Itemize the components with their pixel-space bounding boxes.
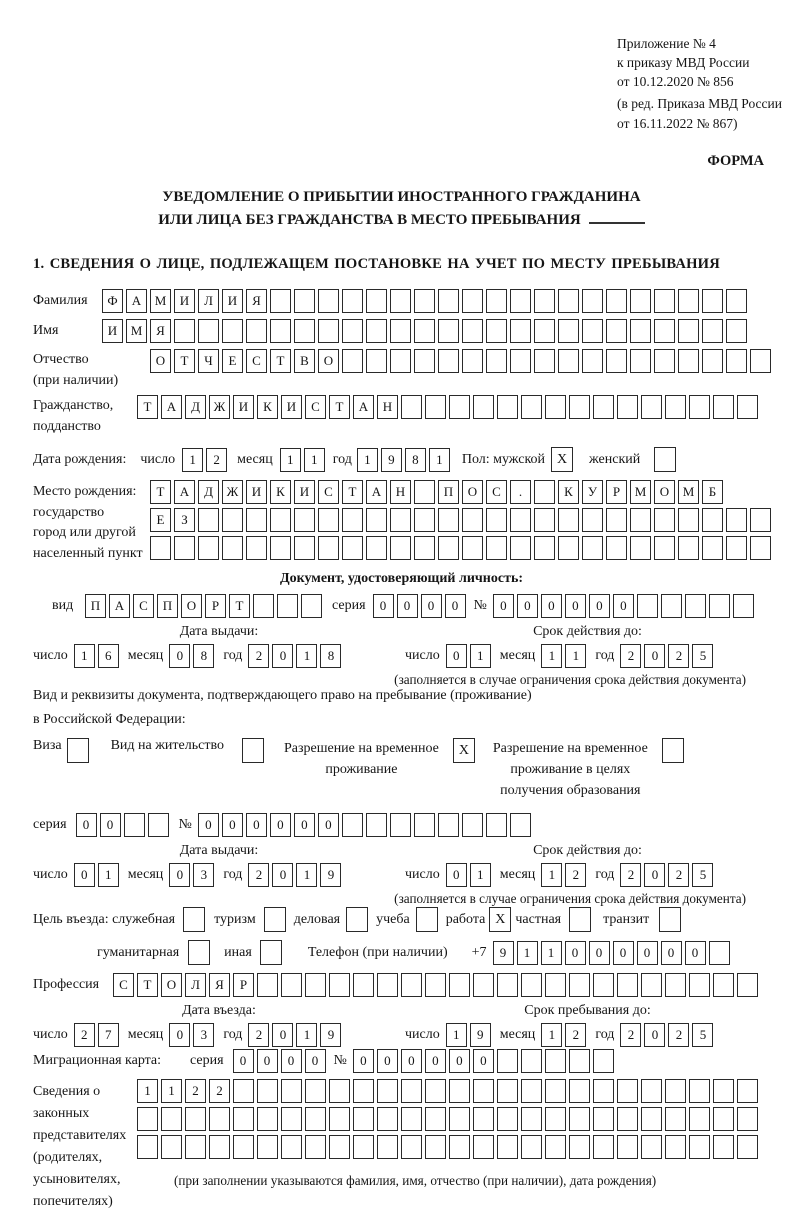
valid-until-heading: Срок действия до: [533,843,642,859]
patronymic-label [33,349,150,391]
birth-month-field[interactable]: 1 1 [280,448,325,472]
permit-issue-month-field[interactable]: 0 3 [169,863,214,887]
patronymic-field[interactable]: О Т Ч Е С Т В О [150,349,771,373]
month-label: месяц [499,867,536,883]
purpose-private-checkbox[interactable] [569,907,591,932]
permit-valid-year-field[interactable]: 2 0 2 5 [620,863,713,887]
birth-year-label: год [332,451,352,467]
purpose-private-label: частная [515,911,562,927]
day-label: число [33,1027,68,1043]
birth-year-field[interactable]: 1 9 8 1 [357,448,450,472]
permit-issue-date [33,863,405,887]
appendix-line: к приказу МВД России [617,55,750,71]
month-label: месяц [499,648,536,664]
temp-permit-label [284,738,439,780]
valid-until-heading: Срок действия до: [533,624,642,640]
migration-card-label: Миграционная карта: [33,1053,162,1069]
year-label: год [223,648,243,664]
guardians-cell-rows [137,1079,758,1159]
section1-heading: 1. СВЕДЕНИЯ О ЛИЦЕ, ПОДЛЕЖАЩЕМ ПОСТАНОВКЕ НА УЧЕТ ПО МЕСТУ ПРЕБЫВАНИЯ [33,256,720,273]
guardians-label-line3: представителях [33,1128,127,1144]
purpose-work-checkbox[interactable]: X [489,907,511,932]
iddoc-valid-date [405,644,770,668]
phone-label: Телефон (при наличии) [307,944,448,960]
day-label: число [405,648,440,664]
patronymic-label-line2: (при наличии) [33,373,119,389]
name-row [33,319,770,343]
temp-permit-label-line1: Разрешение на временное [283,741,439,757]
validity-note: (заполняется в случае ограничения срока действия документа) [394,672,746,688]
form-title-line2 [33,209,770,232]
purpose-transit-label: транзит [603,911,650,927]
mig-number-field[interactable]: 0 0 0 0 0 0 [353,1049,614,1073]
purpose-humanitarian-label: гуманитарная [97,944,180,960]
birth-month-label: месяц [237,451,273,467]
mig-number-label: № [333,1053,347,1069]
guardians-label [33,1079,137,1213]
phone-prefix: +7 [471,944,487,960]
doc-series-field[interactable]: 0 0 0 0 [373,594,466,618]
birthplace-label-line1: Место рождения: [33,484,137,500]
migration-card-row [33,1049,770,1073]
birthplace-row1-field[interactable]: Т А Д Ж И К И С Т А Н П О С . К У Р М О М Б [150,480,771,504]
temp-permit-edu-checkbox[interactable] [662,738,684,763]
permit-valid-month-field[interactable]: 1 2 [541,863,586,887]
year-label: год [595,648,615,664]
iddoc-valid-col [405,624,770,668]
appendix-line: от 16.11.2022 № 867) [617,115,738,131]
stay-until-col [405,1003,770,1047]
residence-permit-checkbox[interactable] [242,738,264,763]
profession-field[interactable]: С Т О Л Я Р [113,973,758,997]
appendix-line: от 10.12.2020 № 856 [617,74,734,90]
permit-issue-col [33,843,405,887]
purpose-official-label: Цель въезда: служебная [33,911,176,927]
form-title-line2-text: ИЛИ ЛИЦА БЕЗ ГРАЖДАНСТВА В МЕСТО ПРЕБЫВАНИЯ [158,212,581,229]
birth-day-label: число [140,451,176,467]
purpose-study-label: учеба [376,911,410,927]
entry-date-heading: Дата въезда: [182,1003,256,1019]
permit-number-field[interactable]: 0 0 0 0 0 0 [198,813,531,837]
guardians-label-line2: законных [33,1106,90,1122]
temp-permit-checkbox[interactable]: X [453,738,475,763]
year-label: год [595,1027,615,1043]
entry-year-field[interactable]: 2 0 1 9 [248,1023,341,1047]
citizenship-label [33,395,137,437]
doc-series-label: серия [332,598,366,614]
mig-series-field[interactable]: 0 0 0 0 [233,1049,326,1073]
doc-number-field[interactable]: 0 0 0 0 0 0 [493,594,754,618]
permit-valid-day-field[interactable]: 0 1 [446,863,491,887]
guardians-row2-field[interactable] [137,1107,758,1131]
appendix-reference [617,34,800,133]
name-label: Имя [33,323,59,339]
iddoc-heading: Документ, удостоверяющий личность: [279,571,524,587]
permit-doc-line2: в Российской Федерации: [33,712,186,728]
guardians-label-line1: Сведения о [33,1084,101,1100]
appendix-line: (в ред. Приказа МВД России [617,96,782,112]
entry-dates-block [33,1003,770,1047]
year-label: год [223,867,243,883]
sex-male-label: Пол: мужской [461,451,546,467]
guardians-row3-field[interactable] [137,1135,758,1159]
iddoc-issue-col [33,624,405,668]
stay-month-field[interactable]: 1 2 [541,1023,586,1047]
permit-series-label: серия [33,817,67,833]
birthdate-label: Дата рождения: [33,451,127,467]
birth-day-field[interactable]: 1 2 [182,448,227,472]
iddoc-valid-year-field[interactable]: 2 0 2 5 [620,644,713,668]
month-label: месяц [127,1027,164,1043]
iddoc-dates-block [33,624,770,668]
visa-checkbox[interactable] [67,738,89,763]
purpose-transit-checkbox[interactable] [659,907,681,932]
guardians-label-line6: попечителях) [33,1194,113,1210]
permit-series-field[interactable]: 0 0 [76,813,169,837]
citizenship-row [33,395,770,437]
iddoc-issue-day-field[interactable]: 1 6 [74,644,119,668]
residence-permit-label: Вид на жительство [110,738,224,754]
issue-date-heading: Дата выдачи: [179,843,259,859]
day-label: число [33,867,68,883]
purpose-row [33,907,770,932]
stay-day-field[interactable]: 1 9 [446,1023,491,1047]
iddoc-valid-day-field[interactable]: 0 1 [446,644,491,668]
guardians-note: (при заполнении указываются фамилия, имя, отчество (при наличии), дата рождения) [174,1173,657,1189]
issue-date-heading: Дата выдачи: [179,624,259,640]
surname-label: Фамилия [33,293,88,309]
birthplace-row3-field[interactable] [150,536,771,560]
entry-month-field[interactable]: 0 3 [169,1023,214,1047]
profession-label: Профессия [33,977,100,993]
permit-dates-block [33,843,770,887]
purpose-other-label: иная [224,944,252,960]
month-label: месяц [127,867,164,883]
form-title-line1: УВЕДОМЛЕНИЕ О ПРИБЫТИИ ИНОСТРАННОГО ГРАЖДАНИНА [162,188,641,205]
year-label: год [595,867,615,883]
form-title [33,186,770,233]
birthdate-row [33,447,770,472]
month-label: месяц [499,1027,536,1043]
sex-male-checkbox[interactable]: X [551,447,573,472]
permit-valid-date [405,863,770,887]
citizenship-field[interactable]: Т А Д Ж И К И С Т А Н [137,395,758,419]
birthplace-block [33,480,770,564]
purpose-study-checkbox[interactable] [416,907,438,932]
sex-female-label: женский [589,451,641,467]
permit-issue-day-field[interactable]: 0 1 [74,863,119,887]
purpose-business-checkbox[interactable] [346,907,368,932]
guardians-fields [137,1079,758,1189]
title-blank-underline [589,222,645,224]
birthplace-label-line4: населенный пункт [33,545,143,561]
day-label: число [405,867,440,883]
birthplace-fields [150,480,771,560]
purpose-tourism-label: туризм [214,911,256,927]
purpose-other-checkbox[interactable] [260,940,282,965]
permit-type-row [33,738,770,801]
appendix-line: Приложение № 4 [617,36,716,51]
permit-issue-year-field[interactable]: 2 0 1 9 [248,863,341,887]
birthplace-label-line3: город или другой [33,525,136,541]
doc-type-field[interactable]: П А С П О Р Т [85,594,322,618]
mig-series-label: серия [190,1053,224,1069]
permit-number-label: № [178,817,192,833]
patronymic-label-line1: Отчество [33,352,89,368]
surname-row [33,289,770,313]
validity-note: (заполняется в случае ограничения срока действия документа) [394,891,746,907]
purpose-row2 [33,940,770,965]
purpose-tourism-checkbox[interactable] [264,907,286,932]
surname-field[interactable]: Ф А М И Л И Я [102,289,747,313]
temp-permit-edu-label-line3: получения образования [500,783,641,799]
permit-doc-line1: Вид и реквизиты документа, подтверждающего право на пребывание (проживание) [33,688,532,704]
phone-field[interactable]: 9 1 1 0 0 0 0 0 0 [493,941,730,965]
citizenship-label-line1: Гражданство, [33,398,114,414]
temp-permit-edu-label [493,738,648,801]
permit-valid-col [405,843,770,887]
sex-female-checkbox[interactable] [654,447,676,472]
entry-day-field[interactable]: 2 7 [74,1023,119,1047]
doc-number-label: № [473,598,487,614]
temp-permit-edu-label-line2: проживание в целях [510,762,631,778]
stay-year-field[interactable]: 2 0 2 5 [620,1023,713,1047]
doc-type-label: вид [52,598,74,614]
profession-row [33,973,770,997]
iddoc-valid-month-field[interactable]: 1 1 [541,644,586,668]
iddoc-issue-year-field[interactable]: 2 0 1 8 [248,644,341,668]
birthplace-label [33,480,150,564]
birthplace-row2-field[interactable]: Е З [150,508,771,532]
iddoc-issue-date [33,644,405,668]
form-marker: ФОРМА [707,152,764,169]
birthplace-label-line2: государство [33,504,105,520]
visa-label: Виза [33,738,62,754]
purpose-humanitarian-checkbox[interactable] [188,940,210,965]
stay-until-heading: Срок пребывания до: [524,1003,651,1019]
year-label: год [223,1027,243,1043]
temp-permit-edu-label-line1: Разрешение на временное [492,741,648,757]
guardians-row1-field[interactable]: 1 1 2 2 [137,1079,758,1103]
guardians-block [33,1079,770,1213]
purpose-work-label: работа [445,911,486,927]
purpose-business-label: деловая [293,911,341,927]
iddoc-issue-month-field[interactable]: 0 8 [169,644,214,668]
permit-series-row [33,813,770,837]
entry-date-col [33,1003,405,1047]
citizenship-label-line2: подданство [33,419,101,435]
patronymic-row [33,349,770,391]
day-label: число [405,1027,440,1043]
purpose-official-checkbox[interactable] [183,907,205,932]
guardians-label-line4: (родителях, [33,1150,103,1166]
stay-until-date [405,1023,770,1047]
day-label: число [33,648,68,664]
guardians-label-line5: усыновителях, [33,1172,121,1188]
temp-permit-label-line2: проживание [325,762,398,778]
iddoc-row [33,594,770,618]
entry-date [33,1023,405,1047]
month-label: месяц [127,648,164,664]
name-field[interactable]: И М Я [102,319,747,343]
